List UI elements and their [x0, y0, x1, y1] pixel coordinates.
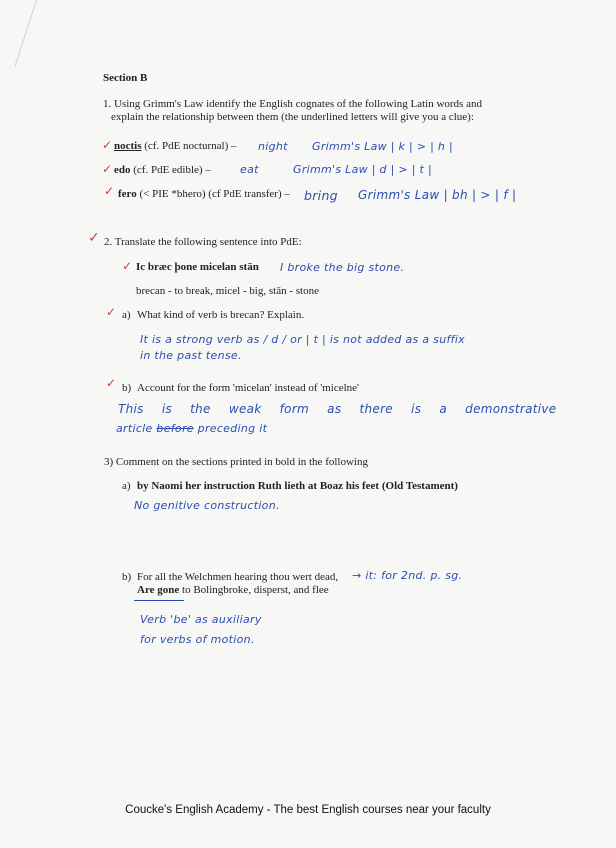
q1-item-word: edo	[114, 164, 131, 176]
handwritten-answer: bring	[304, 188, 338, 203]
q2-sentence: Ic bræc þone micelan stān	[136, 261, 259, 273]
q3-b-text-line1: For all the Welchmen hearing thou wert dead,	[137, 571, 339, 583]
q2-b-question: Account for the form 'micelan' instead of 'micelne'	[137, 382, 360, 394]
checkmark-icon: ✓	[106, 305, 117, 319]
handwritten-answer: No genitive construction.	[134, 499, 280, 512]
q3-b-text-line2: Are gone to Bolingbroke, disperst, and flee	[137, 584, 329, 596]
handwritten-answer: in the past tense.	[140, 349, 242, 362]
q1-item-word: fero	[118, 188, 137, 200]
handwritten-answer: article before preceding it	[116, 422, 268, 435]
checkmark-icon: ✓	[104, 184, 115, 198]
handwritten-answer: This is the weak form as there is a demonstrative	[118, 402, 557, 416]
q1-prompt-line1: 1. Using Grimm's Law identify the English cognates of the following Latin words and	[103, 98, 482, 110]
q2-a-label: a)	[122, 309, 131, 321]
handwritten-answer: for verbs of motion.	[140, 633, 255, 646]
checkmark-icon: ✓	[122, 259, 133, 273]
q2-a-question: What kind of verb is brecan? Explain.	[137, 309, 305, 321]
q2-b-label: b)	[122, 382, 132, 394]
q1-item-3	[118, 188, 290, 201]
handwritten-note: Grimm's Law | k | > | h |	[312, 140, 454, 153]
q1-item-gloss: (cf. PdE nocturnal)	[144, 140, 229, 152]
section-title: Section B	[103, 72, 148, 84]
handwritten-side-note: → it: for 2nd. p. sg.	[352, 569, 463, 582]
handwritten-translation: I broke the big stone.	[280, 261, 405, 274]
q3-prompt: 3) Comment on the sections printed in bold in the following	[104, 456, 368, 468]
handwritten-answer: Verb 'be' as auxiliary	[140, 613, 262, 626]
handwritten-note: Grimm's Law | bh | > | f |	[358, 188, 517, 202]
checkmark-icon: ✓	[102, 138, 113, 152]
handwritten-underline	[134, 600, 184, 601]
q1-item-1	[114, 140, 237, 153]
footer-text: Coucke's English Academy - The best English courses near your faculty	[125, 804, 491, 816]
q1-item-gloss: (< PIE *bhero) (cf PdE transfer)	[139, 188, 282, 200]
q1-item-gloss: (cf. PdE edible)	[133, 164, 203, 176]
checkmark-icon: ✓	[102, 162, 113, 176]
handwritten-answer: eat	[240, 163, 259, 176]
q1-item-2	[114, 164, 211, 177]
scan-edge-line	[14, 0, 37, 67]
q1-item-dash: –	[205, 164, 211, 176]
q2-vocab: brecan - to break, micel - big, stān - stone	[136, 285, 319, 297]
q1-prompt-line2: explain the relationship between them (the underlined letters will give you a clue):	[111, 111, 474, 123]
q1-item-word: noctis	[114, 140, 142, 152]
q2-prompt: 2. Translate the following sentence into PdE:	[104, 236, 302, 248]
q3-b-label: b)	[122, 571, 132, 583]
handwritten-answer: It is a strong verb as / d / or | t | is not added as a suffix	[140, 333, 465, 346]
checkmark-icon: ✓	[88, 230, 100, 246]
q1-item-dash: –	[284, 188, 290, 200]
q3-a-label: a)	[122, 480, 131, 492]
checkmark-icon: ✓	[106, 376, 117, 390]
q1-item-dash: –	[231, 140, 237, 152]
handwritten-answer: night	[258, 140, 288, 153]
q3-a-text: by Naomi her instruction Ruth lieth at Boaz his feet (Old Testament)	[137, 480, 458, 492]
handwritten-note: Grimm's Law | d | > | t |	[293, 163, 432, 176]
